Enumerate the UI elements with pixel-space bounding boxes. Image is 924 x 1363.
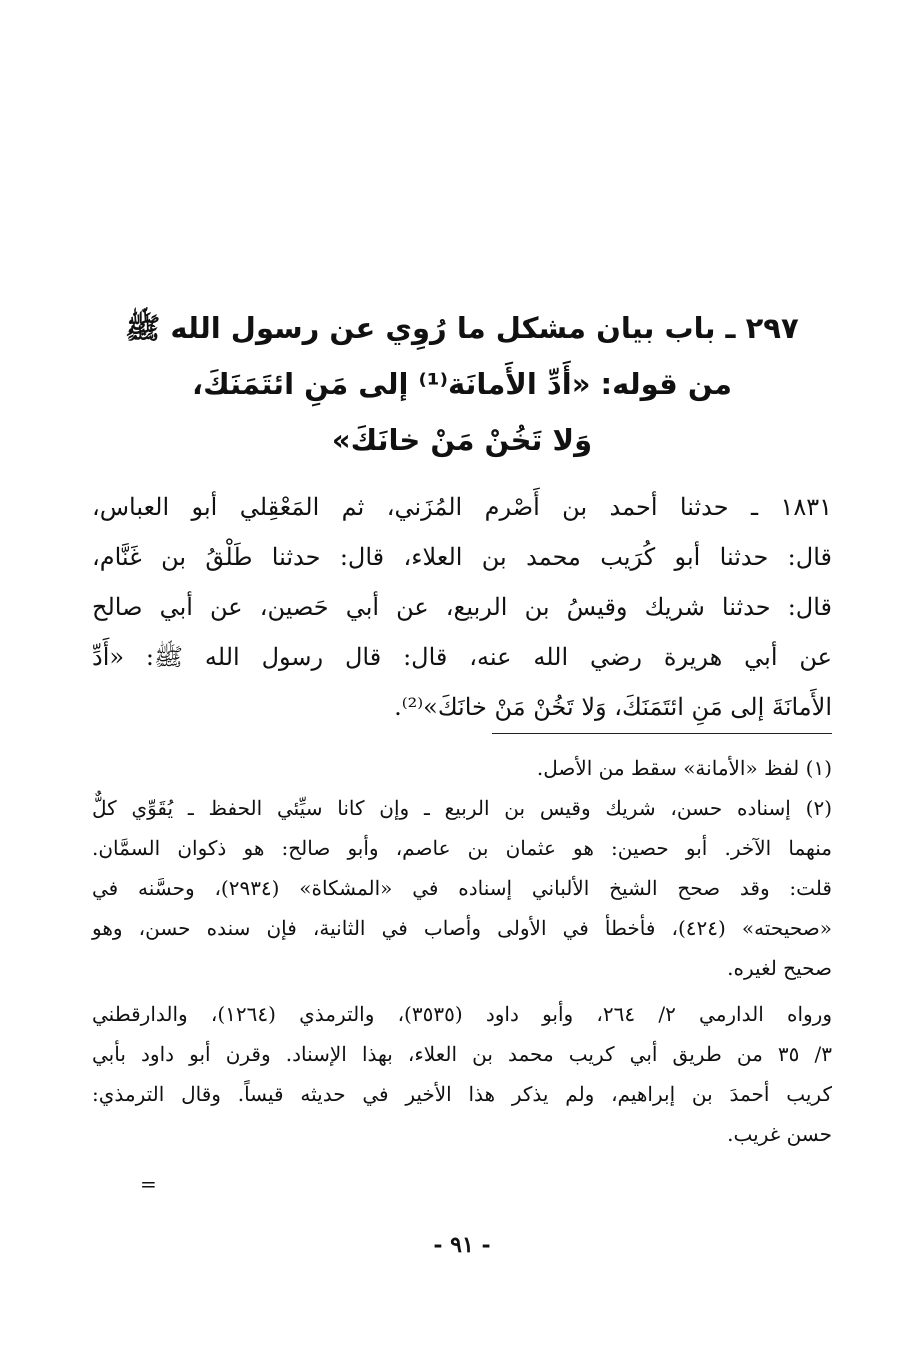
footnote-2-line: (٢) إسناده حسن، شريك وقيس بن الربيع ـ وإن كانا سيِّئي الحفظ ـ يُقَوِّي كلٌّ: [92, 796, 832, 820]
hadith-line: قال: حدثنا شريك وقيسُ بن الربيع، عن أبي حَصين، عن أبي صالح: [92, 593, 832, 621]
footnote-3-line: ٣/ ٣٥ من طريق أبي كريب محمد بن العلاء، بهذا الإسناد. وقرن أبو داود بأبي: [92, 1042, 832, 1066]
page-number: - ٩١ -: [433, 1232, 491, 1258]
footnote-2-line: منهما الآخر. أبو حصين: هو عثمان بن عاصم، وأبو صالح: هو ذكوان السمَّان.: [92, 836, 832, 860]
footnote-2-line: «صحيحته» (٤٢٤)، فأخطأ في الأولى وأصاب في الثانية، فإن سنده حسن، وهو: [92, 916, 832, 940]
footnote-3-line: ورواه الدارمي ٢/ ٢٦٤، وأبو داود (٣٥٣٥)، والترمذي (١٢٦٤)، والدارقطني: [92, 1002, 832, 1026]
chapter-title: ٢٩٧ ـ باب بيان مشكل ما رُوِي عن رسول الله ﷺ: [125, 311, 799, 345]
hadith-text: [92, 482, 832, 732]
chapter-heading: [120, 300, 804, 468]
hadith-line: عن أبي هريرة رضي الله عنه، قال: قال رسول الله ﷺ: «أَدِّ: [92, 643, 832, 671]
hadith-line: ١٨٣١ ـ حدثنا أحمد بن أَصْرم المُزَني، ثم المَعْقِلي أبو العباس،: [92, 493, 832, 521]
chapter-subtitle-line-2: وَلا تَخُنْ مَنْ خانَكَ»: [331, 423, 593, 457]
continuation-mark: =: [140, 1172, 157, 1196]
footnote-3-line: كريب أحمدَ بن إبراهيم، ولم يذكر هذا الأخير في حديثه قيساً. وقال الترمذي:: [92, 1082, 832, 1106]
hadith-line: الأَمانَةَ إلى مَنِ ائتَمَنَكَ، وَلا تَخُنْ مَنْ خانَكَ»⁽²⁾.: [394, 693, 832, 721]
hadith-line: قال: حدثنا أبو كُرَيب محمد بن العلاء، قال: حدثنا طَلْقُ بن غَنَّام،: [92, 543, 832, 571]
footnote-divider: [492, 733, 832, 734]
footnotes: [92, 748, 832, 1154]
footnote-1: (١) لفظ «الأمانة» سقط من الأصل.: [536, 756, 832, 780]
footnote-2-line: قلت: وقد صحح الشيخ الألباني إسناده في «المشكاة» (٢٩٣٤)، وحسَّنه في: [92, 876, 832, 900]
footnote-2-line: صحيح لغيره.: [727, 956, 832, 980]
footnote-3-line: حسن غريب.: [727, 1122, 832, 1146]
chapter-subtitle-line-1: من قوله: «أَدِّ الأَمانَة⁽¹⁾ إلى مَنِ ائتَمَنَكَ،: [192, 367, 732, 401]
